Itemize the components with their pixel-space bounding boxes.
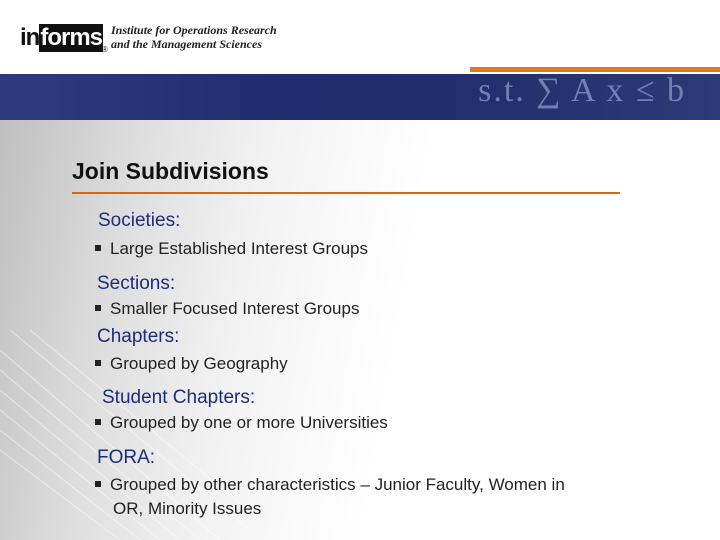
bullet-sections: [95, 297, 359, 321]
registered-mark: ®: [102, 45, 108, 54]
bullet-text: Large Established Interest Groups: [110, 239, 368, 258]
bullet-student-chapters: [95, 411, 388, 435]
banner-math: s.t. ∑ A x ≤ b: [478, 72, 686, 109]
bullet-text-line-2: OR, Minority Issues: [113, 499, 262, 518]
logo-text: informs: [20, 24, 103, 51]
bullet-societies: [95, 237, 368, 261]
institute-line-1: Institute for Operations Research: [111, 23, 277, 37]
logo-text-inverted: forms: [40, 24, 103, 51]
heading-student-chapters: Student Chapters:: [102, 387, 256, 408]
bullet-marker: [95, 419, 101, 425]
heading-chapters: Chapters:: [97, 326, 180, 347]
slide-title: Join Subdivisions: [72, 158, 269, 184]
institute-name: [111, 23, 277, 51]
heading-societies: Societies:: [98, 210, 181, 231]
institute-line-2: and the Management Sciences: [111, 37, 263, 51]
title-divider: [72, 192, 620, 194]
bullet-marker: [95, 305, 101, 311]
bullet-marker: [95, 245, 101, 251]
bullet-chapters: [95, 352, 288, 376]
heading-fora: FORA:: [97, 447, 156, 468]
bullet-text: Grouped by Geography: [110, 354, 288, 373]
bullet-text-line-1: Grouped by other characteristics – Junior Faculty, Women in: [110, 475, 565, 494]
bullet-marker: [95, 360, 101, 366]
informs-logo: [20, 24, 104, 52]
bullet-marker: [95, 481, 101, 487]
bullet-text: Smaller Focused Interest Groups: [110, 299, 360, 318]
heading-sections: Sections:: [97, 273, 176, 294]
bullet-text: Grouped by one or more Universities: [110, 413, 388, 432]
bullet-fora: [95, 473, 565, 521]
